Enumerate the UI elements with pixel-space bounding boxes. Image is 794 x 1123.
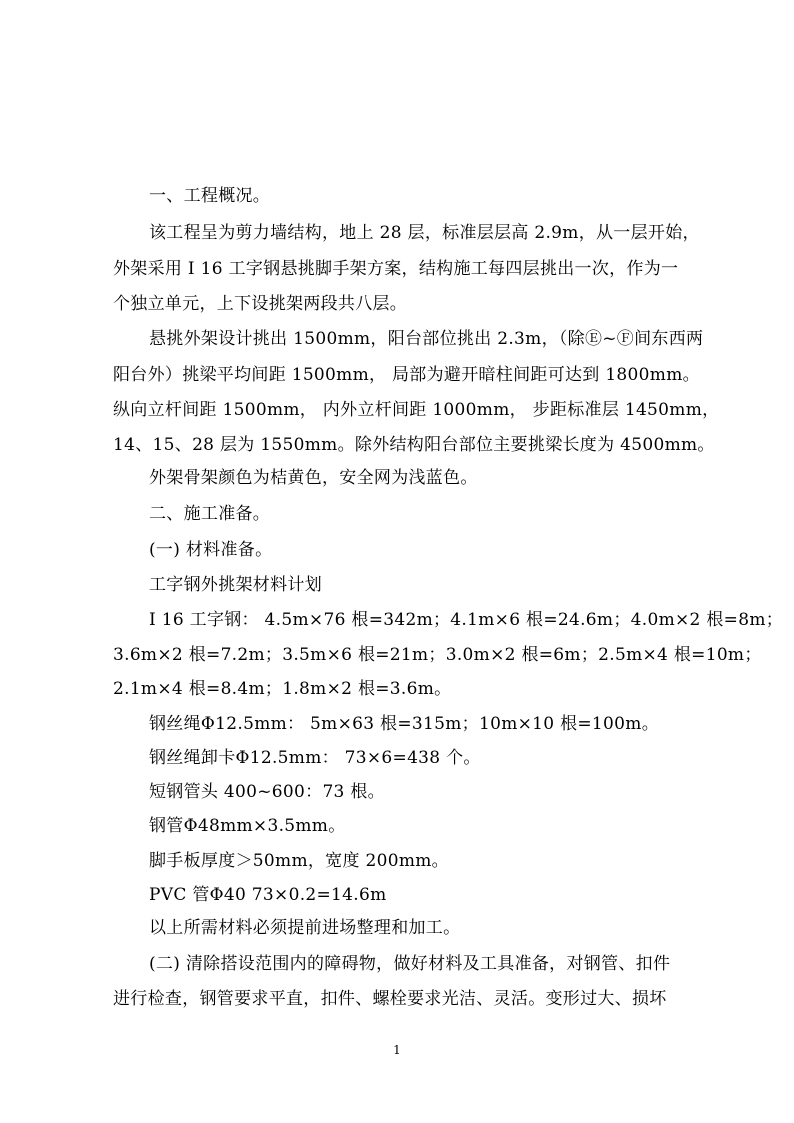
paragraph-line: 14、15、28 层为 1550mm。除外结构阳台部位主要挑梁长度为 4500mm。 — [113, 435, 715, 455]
material-list-line: 短钢管头 400~600：73 根。 — [149, 782, 385, 802]
material-list-line: 3.6m×2 根=7.2m；3.5m×6 根=21m；3.0m×2 根=6m；2.5m×4 根=10m； — [113, 645, 762, 665]
material-list-line: PVC 管Φ40 73×0.2=14.6m — [149, 885, 387, 905]
subsection-line: (二) 清除搭设范围内的障碍物，做好材料及工具准备，对钢管、扣件 — [149, 954, 671, 974]
material-list-line: I 16 工字钢： 4.5m×76 根=342m；4.1m×6 根=24.6m；4.0m×2 根=8m； — [149, 610, 784, 630]
paragraph-line: 以上所需材料必须提前进场整理和加工。 — [149, 918, 461, 938]
subsection-heading-materials: (一) 材料准备。 — [149, 540, 273, 560]
page-number: 1 — [393, 1043, 401, 1057]
section-heading-project-overview: 一、工程概况。 — [149, 186, 271, 206]
paragraph-line: 进行检查，钢管要求平直，扣件、螺栓要求光洁、灵活。变形过大、损坏 — [113, 989, 667, 1009]
material-plan-title: 工字钢外挑架材料计划 — [149, 575, 322, 595]
paragraph-line: 个独立单元，上下设挑架两段共八层。 — [113, 294, 408, 314]
paragraph-line: 外架骨架颜色为桔黄色，安全网为浅蓝色。 — [149, 468, 478, 488]
material-list-line: 钢管Φ48mm×3.5mm。 — [149, 816, 346, 836]
paragraph-line: 该工程呈为剪力墙结构，地上 28 层，标准层层高 2.9m，从一层开始， — [149, 223, 700, 243]
paragraph-line: 纵向立杆间距 1500mm， 内外立杆间距 1000mm， 步距标准层 1450mm， — [113, 400, 720, 420]
paragraph-line: 外架采用 I 16 工字钢悬挑脚手架方案，结构施工每四层挑出一次，作为一 — [113, 259, 679, 279]
paragraph-line: 悬挑外架设计挑出 1500mm，阳台部位挑出 2.3m，（除Ⓔ~Ⓕ间东西两 — [149, 329, 704, 349]
material-list-line: 2.1m×4 根=8.4m；1.8m×2 根=3.6m。 — [113, 679, 452, 699]
material-list-line: 钢丝绳Φ12.5mm： 5m×63 根=315m；10m×10 根=100m。 — [149, 714, 660, 734]
material-list-line: 钢丝绳卸卡Φ12.5mm： 73×6=438 个。 — [149, 748, 481, 768]
paragraph-line: 阳台外）挑梁平均间距 1500mm， 局部为避开暗柱间距可达到 1800mm。 — [113, 365, 700, 385]
material-list-line: 脚手板厚度＞50mm，宽度 200mm。 — [149, 851, 449, 871]
section-heading-construction-preparation: 二、施工准备。 — [149, 504, 271, 524]
